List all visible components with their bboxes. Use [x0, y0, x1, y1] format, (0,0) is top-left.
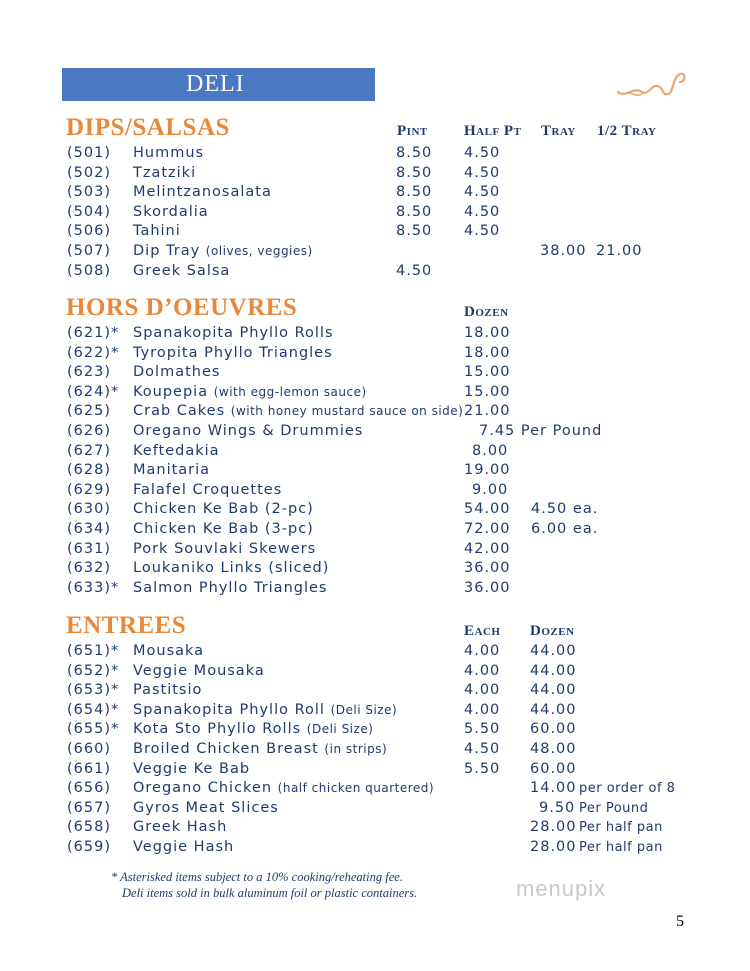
col-header-pint: Pint [397, 123, 428, 139]
item-label: Melintzanosalata [133, 184, 272, 201]
list-item [0, 243, 750, 262]
item-label: Greek Hash [133, 819, 228, 836]
item-code: (503) [67, 184, 111, 201]
price-dozen: 44.00 [530, 682, 577, 699]
list-item [0, 345, 750, 364]
price-dozen: 60.00 [530, 760, 577, 777]
item-name [133, 800, 279, 816]
price-dozen: 72.00 [464, 521, 511, 537]
price-dozen: 15.00 [464, 383, 511, 400]
price-each: 4.00 [464, 643, 501, 659]
col-header-tray: Tray [541, 123, 576, 139]
list-item [0, 643, 750, 662]
item-note: (in strips) [324, 742, 388, 756]
section-title-entrees: ENTREES [66, 612, 187, 639]
price-half-pt: 4.50 [464, 164, 501, 181]
item-label: Broiled Chicken Breast [133, 741, 319, 757]
item-label: Chicken Ke Bab (2-pc) [133, 501, 314, 518]
list-item [0, 482, 750, 501]
col-header-entree-dozen: Dozen [530, 623, 575, 639]
price-dozen: 19.00 [464, 462, 511, 479]
item-code: (657) [67, 799, 111, 816]
item-label: Spanakopita Phyllo Roll [133, 701, 325, 718]
list-item [0, 364, 750, 383]
item-label: Pastitsio [133, 682, 203, 699]
price-dozen: 44.00 [530, 701, 577, 718]
item-note: (with honey mustard sauce on side) [230, 404, 464, 419]
list-item [0, 800, 750, 819]
col-header-each: Each [464, 623, 501, 639]
item-label: Pork Souvlaki Skewers [133, 540, 317, 557]
footnote-asterisk: * Asterisked items subject to a 10% cooking/reheating fee. [111, 870, 403, 884]
item-code: (501) [67, 145, 111, 161]
item-name [133, 165, 196, 181]
item-note: (olives, veggies) [205, 244, 313, 258]
price-dozen: 36.00 [464, 579, 511, 596]
item-name [133, 364, 220, 380]
list-item [0, 403, 750, 422]
item-label: Keftedakia [133, 442, 220, 459]
list-item [0, 443, 750, 462]
item-name [133, 663, 265, 679]
item-code: (632) [67, 560, 111, 577]
item-code: (626) [67, 423, 111, 439]
item-note: (Deli Size) [330, 702, 398, 717]
list-item [0, 541, 750, 560]
item-name [133, 145, 204, 161]
item-note: (half chicken quartered) [277, 781, 435, 796]
item-code: (507) [67, 243, 111, 259]
item-code: (655)* [67, 721, 120, 738]
price-each: 4.00 [464, 701, 501, 718]
list-item [0, 682, 750, 701]
price-dozen: 54.00 [464, 501, 511, 518]
price-dozen: 18.00 [464, 344, 511, 361]
item-code: (502) [67, 164, 111, 181]
price-dozen: 28.00 [530, 819, 577, 836]
price-half-pt: 4.50 [464, 203, 501, 220]
item-label: Koupepia [133, 383, 209, 400]
price-tray: 38.00 [540, 243, 587, 259]
item-label: Manitaria [133, 462, 211, 479]
list-item [0, 839, 750, 858]
price-each: 5.50 [464, 721, 501, 738]
item-name [133, 482, 282, 498]
section-title-dips: DIPS/SALSAS [66, 114, 230, 141]
item-code: (654)* [67, 701, 120, 718]
price-dozen: 42.00 [464, 540, 511, 557]
list-item [0, 165, 750, 184]
price-each: 4.00 [464, 682, 501, 699]
price-dozen: 60.00 [530, 721, 577, 738]
item-name [133, 541, 316, 557]
item-code: (622)* [67, 344, 120, 361]
item-name [133, 819, 227, 835]
item-name [133, 184, 272, 200]
item-code: (506) [67, 223, 111, 240]
price-dozen: 7.45 Per Pound [479, 423, 603, 439]
price-half-pt: 4.50 [464, 223, 501, 240]
list-item [0, 819, 750, 838]
item-code: (623) [67, 364, 111, 381]
item-code: (652)* [67, 662, 120, 679]
item-name [133, 580, 327, 596]
item-label: Mousaka [133, 643, 205, 659]
price-unit: Per half pan [579, 820, 663, 836]
item-label: Veggie Ke Bab [133, 760, 251, 777]
item-name [133, 345, 333, 361]
price-each: 4.50 ea. [531, 501, 599, 518]
item-code: (653)* [67, 682, 120, 699]
item-code: (634) [67, 521, 111, 537]
price-dozen: 14.00 [530, 780, 577, 797]
list-item [0, 663, 750, 682]
item-label: Hummus [133, 145, 205, 161]
item-name [133, 263, 230, 279]
list-item [0, 741, 750, 760]
item-label: Veggie Mousaka [133, 662, 265, 679]
item-code: (504) [67, 203, 111, 220]
item-name [133, 403, 463, 419]
item-code: (624)* [67, 383, 120, 400]
list-item [0, 560, 750, 579]
item-note: (with egg-lemon sauce) [213, 384, 367, 399]
list-item [0, 204, 750, 223]
price-pint: 8.50 [396, 223, 433, 240]
item-label: Tyropita Phyllo Triangles [133, 344, 333, 361]
item-label: Salmon Phyllo Triangles [133, 579, 328, 596]
item-name [133, 384, 367, 400]
item-label: Oregano Wings & Drummies [133, 423, 364, 439]
price-dozen: 9.50 [539, 799, 576, 816]
item-note: (Deli Size) [306, 722, 374, 737]
item-name [133, 839, 234, 855]
item-name [133, 223, 181, 239]
item-label: Dip Tray [133, 243, 201, 259]
item-code: (661) [67, 760, 111, 777]
price-dozen: 9.00 [472, 481, 509, 498]
item-name [133, 702, 397, 718]
item-label: Tahini [133, 223, 181, 240]
price-dozen: 28.00 [530, 839, 577, 855]
item-code: (508) [67, 262, 111, 279]
item-label: Chicken Ke Bab (3-pc) [133, 521, 314, 537]
col-header-dozen: Dozen [464, 304, 509, 320]
list-item [0, 721, 750, 740]
price-dozen: 15.00 [464, 364, 511, 381]
item-name [133, 721, 373, 737]
item-label: Crab Cakes [133, 403, 226, 420]
list-item [0, 580, 750, 599]
item-label: Tzatziki [133, 164, 197, 181]
deli-banner: DELI [62, 68, 375, 101]
list-item [0, 384, 750, 403]
item-name [133, 443, 220, 459]
list-item [0, 145, 750, 164]
item-code: (651)* [67, 643, 120, 659]
item-code: (630) [67, 501, 111, 518]
price-pint: 8.50 [396, 164, 433, 181]
item-name [133, 423, 363, 439]
price-unit: per order of 8 [579, 781, 676, 797]
item-label: Veggie Hash [133, 839, 235, 855]
item-label: Spanakopita Phyllo Rolls [133, 325, 334, 341]
item-name [133, 643, 204, 659]
item-code: (627) [67, 442, 111, 459]
item-name [133, 682, 202, 698]
list-item [0, 521, 750, 540]
list-item [0, 462, 750, 481]
price-half-tray: 21.00 [596, 243, 643, 259]
item-label: Dolmathes [133, 364, 221, 381]
price-dozen: 18.00 [464, 325, 511, 341]
item-code: (628) [67, 462, 111, 479]
list-item [0, 184, 750, 203]
item-name [133, 501, 314, 517]
item-name [133, 243, 313, 259]
price-unit: Per Pound [579, 800, 649, 816]
list-item [0, 223, 750, 242]
price-each: 4.50 [464, 741, 501, 757]
item-code: (631) [67, 540, 111, 557]
price-dozen: 8.00 [472, 442, 509, 459]
col-header-half-pt: Half Pt [464, 123, 522, 139]
item-code: (658) [67, 819, 111, 836]
footnote-containers: Deli items sold in bulk aluminum foil or plastic containers. [122, 886, 418, 900]
item-name [133, 761, 250, 777]
item-name [133, 462, 210, 478]
item-name [133, 780, 434, 796]
price-pint: 8.50 [396, 184, 433, 201]
item-label: Loukaniko Links (sliced) [133, 560, 330, 577]
list-item [0, 761, 750, 780]
price-each: 4.00 [464, 662, 501, 679]
price-pint: 4.50 [396, 262, 433, 279]
price-each: 6.00 ea. [531, 521, 599, 537]
item-code: (629) [67, 481, 111, 498]
watermark: menupix [516, 876, 607, 901]
price-each: 5.50 [464, 760, 501, 777]
list-item [0, 780, 750, 799]
item-code: (633)* [67, 579, 120, 596]
item-label: Greek Salsa [133, 262, 231, 279]
item-label: Oregano Chicken [133, 780, 273, 797]
list-item [0, 702, 750, 721]
section-title-hors: HORS D’OEUVRES [66, 294, 298, 321]
price-half-pt: 4.50 [464, 184, 501, 201]
item-name [133, 204, 209, 220]
item-code: (656) [67, 780, 111, 797]
item-label: Gyros Meat Slices [133, 799, 279, 816]
item-name [133, 741, 387, 757]
list-item [0, 423, 750, 442]
price-pint: 8.50 [396, 145, 433, 161]
item-name [133, 521, 314, 537]
col-header-half-tray: 1/2 Tray [597, 123, 657, 139]
page-number: 5 [676, 913, 684, 930]
item-label: Skordalia [133, 203, 209, 220]
item-label: Falafel Croquettes [133, 481, 283, 498]
item-code: (660) [67, 741, 111, 757]
list-item [0, 501, 750, 520]
list-item [0, 263, 750, 282]
price-pint: 8.50 [396, 203, 433, 220]
list-item [0, 325, 750, 344]
price-dozen: 44.00 [530, 643, 577, 659]
item-code: (621)* [67, 325, 120, 341]
price-half-pt: 4.50 [464, 145, 501, 161]
price-dozen: 36.00 [464, 560, 511, 577]
price-dozen: 21.00 [464, 403, 511, 420]
item-name [133, 325, 334, 341]
price-dozen: 44.00 [530, 662, 577, 679]
item-label: Kota Sto Phyllo Rolls [133, 721, 302, 738]
price-unit: Per half pan [579, 840, 663, 855]
item-code: (659) [67, 839, 111, 855]
price-dozen: 48.00 [530, 741, 577, 757]
item-name [133, 560, 329, 576]
item-code: (625) [67, 403, 111, 420]
decorative-swirl-icon [612, 64, 688, 104]
